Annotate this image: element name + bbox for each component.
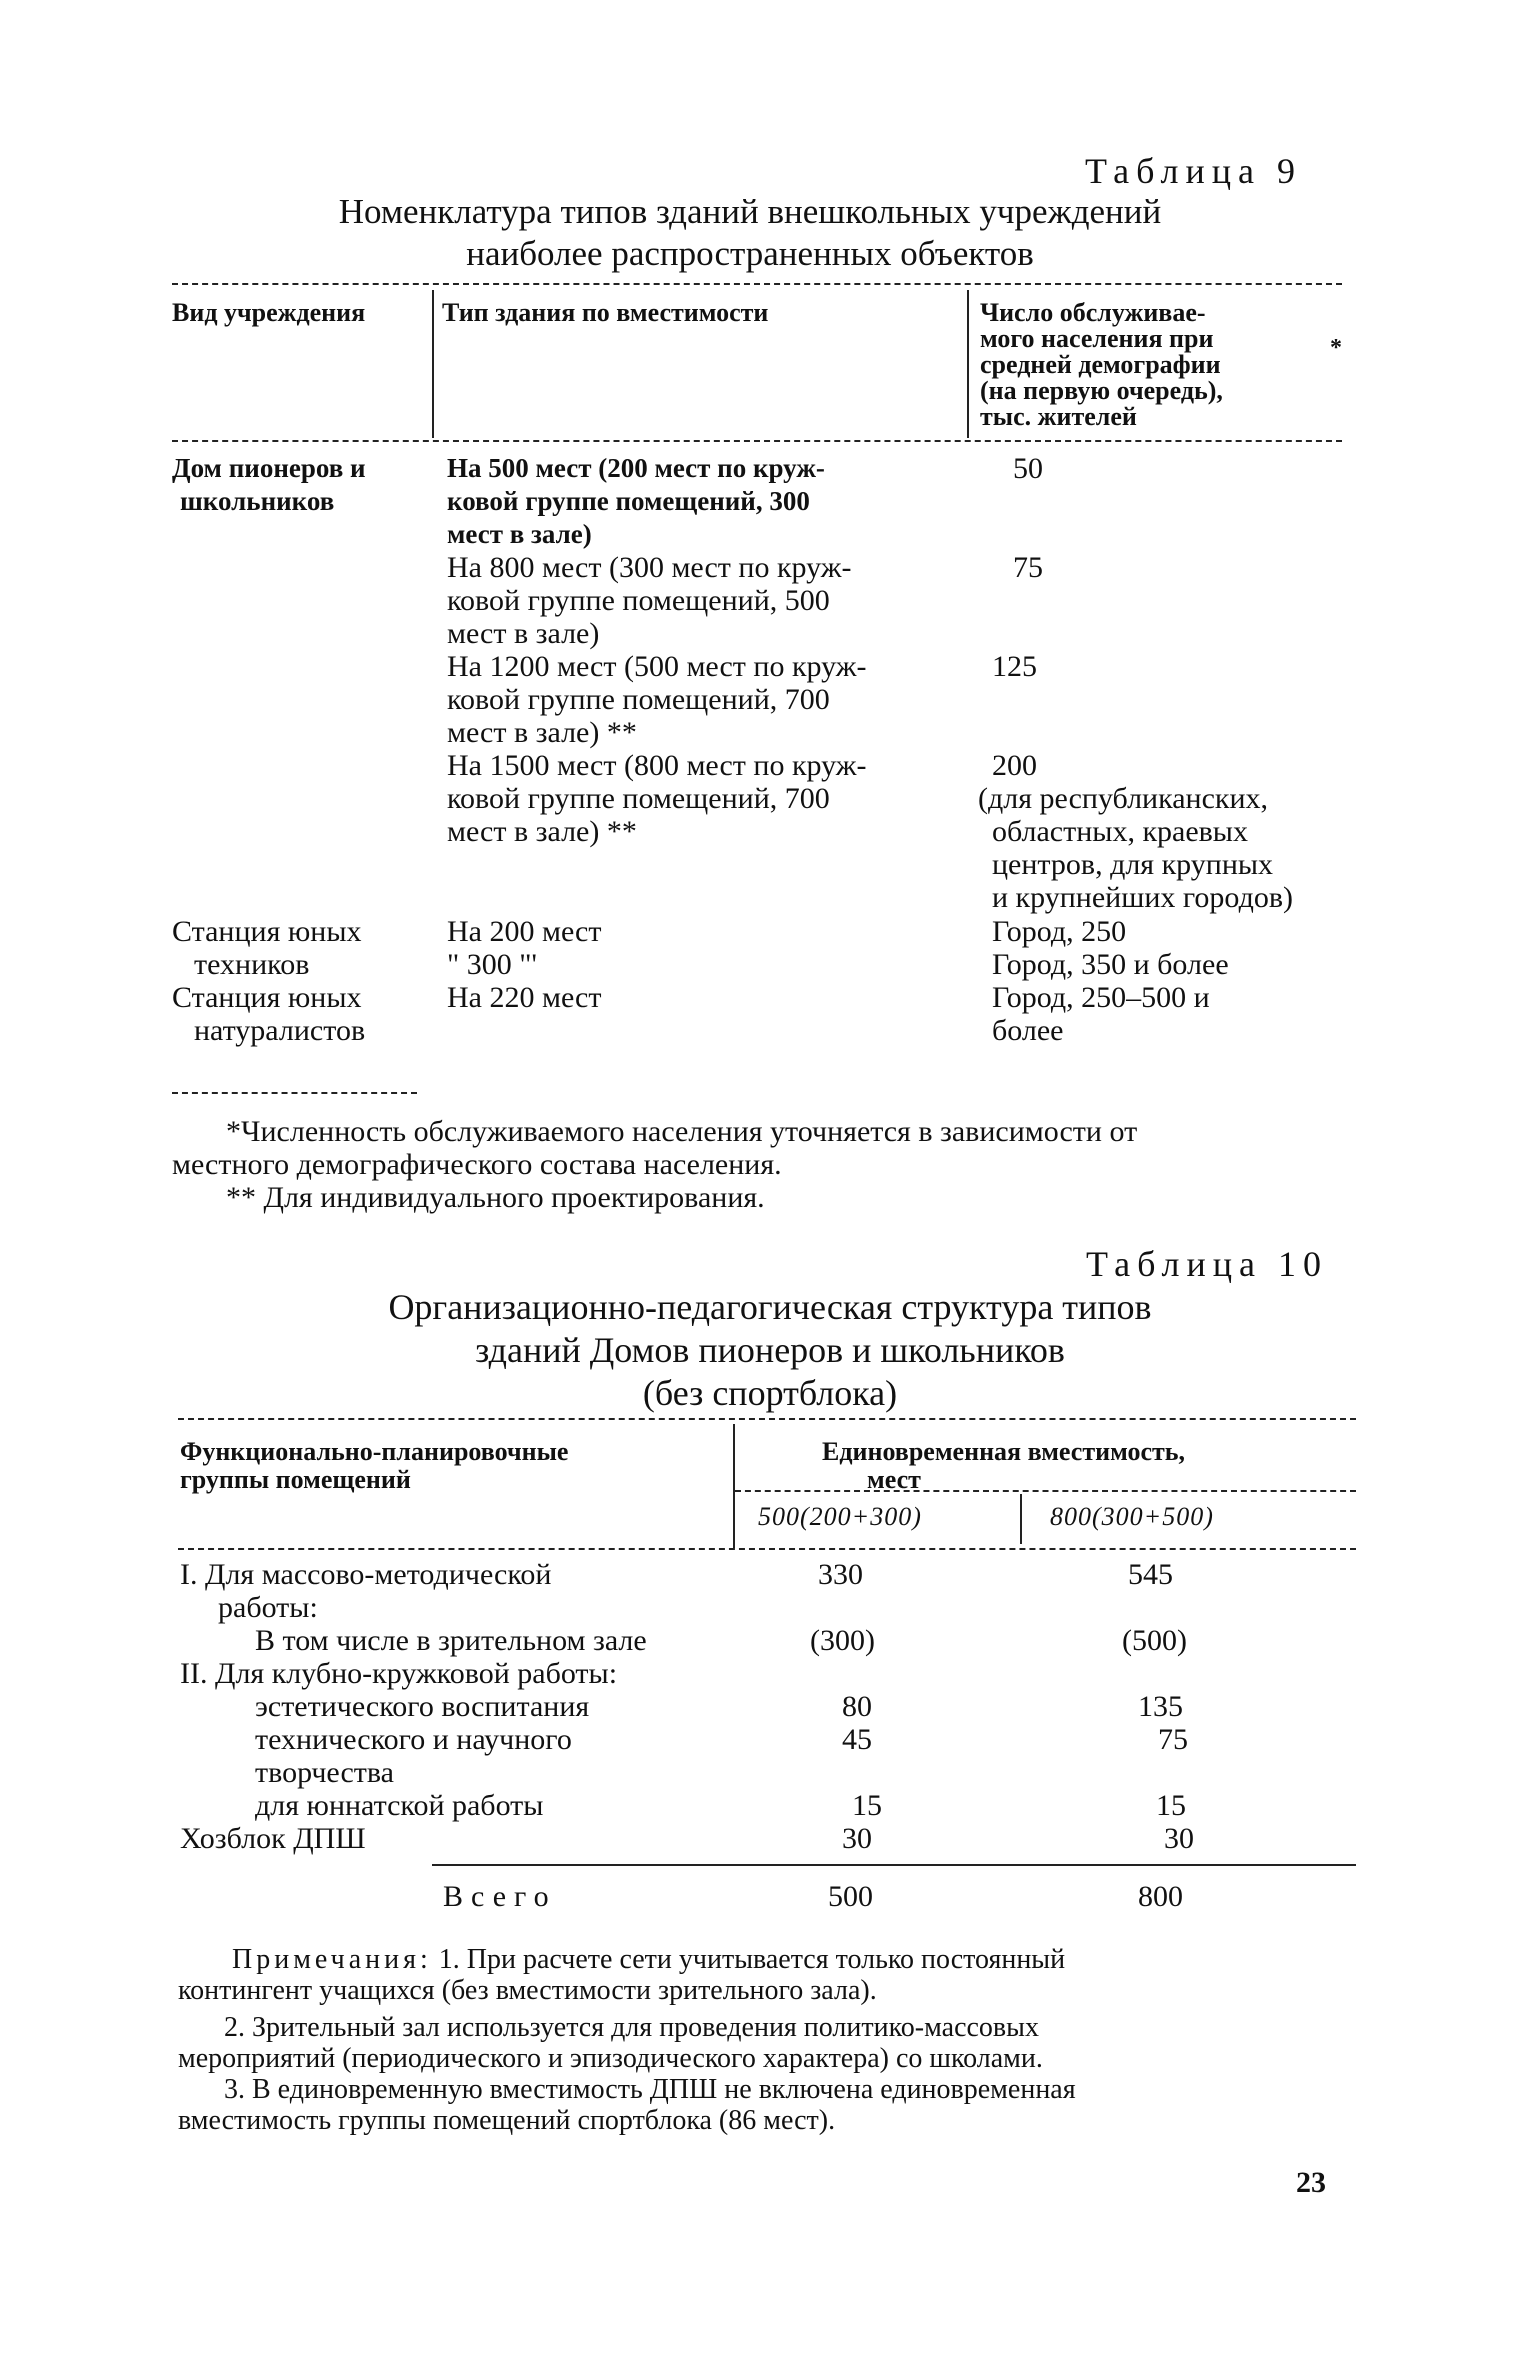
table10-title-line2: зданий Домов пионеров и школьников — [475, 1330, 1065, 1370]
table9-header-col1: Вид учреждения — [172, 298, 366, 327]
table10-row-label: Хозблок ДПШ — [180, 1822, 366, 1855]
note-3-line2: вместимость группы помещений спортблока (86 мест). — [178, 2105, 836, 2136]
table10-row-label: II. Для клубно-кружковой работы: — [180, 1657, 618, 1690]
table10-row-v2: 15 — [1156, 1789, 1186, 1822]
table10-row-v2: 545 — [1128, 1558, 1173, 1591]
table9-label: Таблица 9 — [1085, 151, 1302, 191]
table10-row-v2: (500) — [1122, 1624, 1187, 1657]
table10-row-v2: 75 — [1158, 1723, 1188, 1756]
table9-row-dom-type1: На 500 мест (200 мест по круж- ковой группе помещений, 300 мест в зале) — [447, 453, 825, 549]
table9-footnote2: ** Для индивидуального проектирования. — [226, 1181, 765, 1214]
table9-row-dom-value3: 125 — [992, 650, 1037, 683]
table10-row-label: творчества — [255, 1756, 394, 1789]
table9-row-tech-value: Город, 250 Город, 350 и более — [992, 915, 1229, 981]
table10-header-col2: Единовременная вместимость, мест — [822, 1437, 1186, 1494]
table10-total-v2: 800 — [1138, 1880, 1183, 1913]
note-2-line2: мероприятий (периодического и эпизодического характера) со школами. — [178, 2043, 1043, 2074]
note-1-line1: 1. При расчете сети учитывается только постоянный — [438, 1944, 1066, 1975]
table9-row-nat-name: Станция юных натуралистов — [172, 981, 366, 1047]
table10-row-v1: 45 — [842, 1723, 872, 1756]
table9-top-rule — [172, 283, 1342, 285]
table10-row-label: I. Для массово-методической — [180, 1558, 552, 1591]
table9-header-rule — [172, 440, 1342, 442]
table9-row-dom-type3: На 1200 мест (500 мест по круж- ковой группе помещений, 700 мест в зале) ** — [447, 650, 867, 749]
table9-row-dom-type4: На 1500 мест (800 мест по круж- ковой группе помещений, 700 мест в зале) ** — [447, 749, 867, 848]
notes-heading: Примечания: — [232, 1944, 432, 1975]
table9-header-col3: Число обслуживае- мого населения при средней демографии (на первую очередь), тыс. жителей — [980, 298, 1223, 431]
footnote-mark: * — [1330, 335, 1342, 361]
table9-row-nat-value: Город, 250–500 и более — [992, 981, 1210, 1047]
table10-row-v1: (300) — [810, 1624, 875, 1657]
table9-title-line2: наиболее распространенных объектов — [466, 234, 1034, 273]
table10-row-v1: 330 — [818, 1558, 863, 1591]
table10-title-line3: (без спортблока) — [642, 1373, 898, 1413]
table10-title-line1: Организационно-педагогическая структура типов — [388, 1287, 1152, 1327]
table9-row-dom-name: Дом пионеров и школьников — [172, 453, 366, 516]
table10-subheader-500: 500(200+300) — [758, 1502, 922, 1531]
table10-row-v1: 15 — [852, 1789, 882, 1822]
footnote-rule — [172, 1092, 417, 1094]
table10-row-v2: 30 — [1164, 1822, 1194, 1855]
table10-row-v1: 30 — [842, 1822, 872, 1855]
table9-col-divider-2 — [967, 290, 969, 438]
table10-row-label: для юннатской работы — [255, 1789, 544, 1822]
table10-label: Таблица 10 — [1086, 1244, 1328, 1284]
table10-subheader-rule — [735, 1490, 1356, 1492]
note-3-line1: 3. В единовременную вместимость ДПШ не включена единовременная — [224, 2074, 1076, 2105]
table9-col-divider-1 — [432, 290, 434, 438]
table9-row-dom-value4: 200 (для республиканских, областных, краевых центров, для крупных и крупнейших городов) — [978, 749, 1293, 914]
table10-row-v2: 135 — [1138, 1690, 1183, 1723]
table9-footnote1: *Численность обслуживаемого населения уточняется в зависимости от местного демографического состава населения. — [172, 1115, 1138, 1181]
table10-row-label: технического и научного — [255, 1723, 572, 1756]
table9-header-col2: Тип здания по вместимости — [442, 298, 769, 327]
table9-row-dom-value2: 75 — [1013, 551, 1043, 584]
table10-row-label: В том числе в зрительном зале — [255, 1624, 647, 1657]
note-2-line1: 2. Зрительный зал используется для проведения политико-массовых — [224, 2012, 1039, 2043]
table9-row-dom-value1: 50 — [1013, 452, 1043, 485]
table9-title-line1: Номенклатура типов зданий внешкольных учреждений — [338, 192, 1162, 231]
table10-top-rule — [178, 1418, 1356, 1420]
note-1-line2: контингент учащихся (без вместимости зрительного зала). — [178, 1975, 877, 2006]
table10-header-rule — [178, 1548, 1356, 1550]
table10-total-v1: 500 — [828, 1880, 873, 1913]
table10-row-v1: 80 — [842, 1690, 872, 1723]
table10-row-label: работы: — [218, 1591, 318, 1624]
table10-subheader-800: 800(300+500) — [1050, 1502, 1214, 1531]
table9-row-tech-name: Станция юных техников — [172, 915, 362, 981]
table10-header-col1: Функционально-планировочные группы помещений — [180, 1437, 569, 1494]
table9-row-tech-type: На 200 мест " 300 "' — [447, 915, 602, 981]
table10-col-divider — [733, 1424, 735, 1548]
table10-row-label: эстетического воспитания — [255, 1690, 590, 1723]
table9-row-nat-type: На 220 мест — [447, 981, 602, 1014]
table10-total-rule — [432, 1864, 1356, 1866]
table10-subcol-divider — [1020, 1494, 1022, 1544]
table9-row-dom-type2: На 800 мест (300 мест по круж- ковой группе помещений, 500 мест в зале) — [447, 551, 852, 650]
table10-notes — [178, 1944, 1076, 2136]
page-number: 23 — [1296, 2166, 1326, 2199]
table10-total-label: Всего — [443, 1880, 557, 1913]
